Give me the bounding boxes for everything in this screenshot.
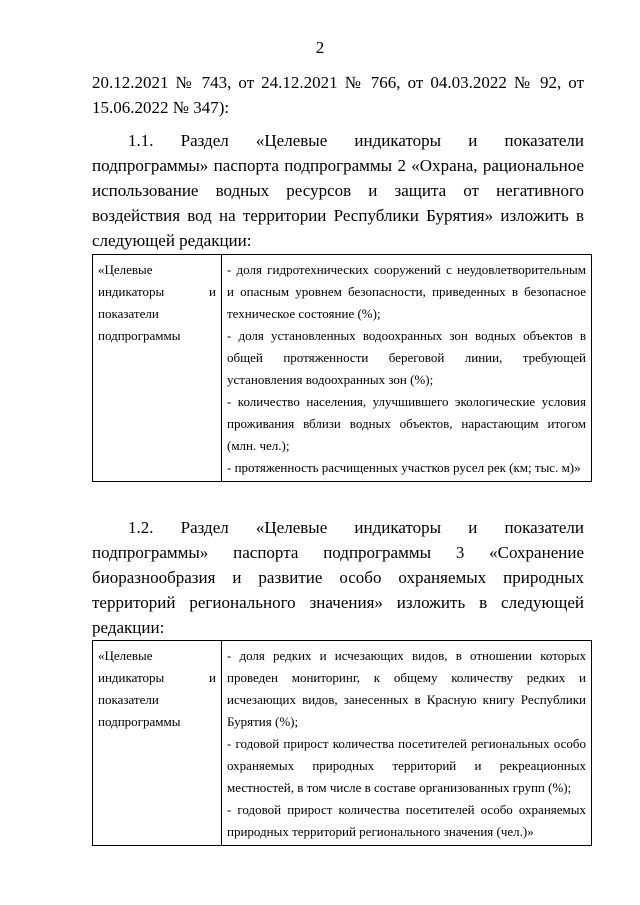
table-2-item: - годовой прирост количества посетителей особо охраняемых природных территорий регионального значения (чел.)» (227, 802, 586, 839)
table-1-item: - количество населения, улучшившего экологические условия проживания вблизи водных объектов, нарастающим итогом (млн. чел.); (227, 394, 586, 453)
table-row (93, 641, 592, 846)
table-1-label-cell: «Целевые индикаторы и показатели подпрограммы (93, 255, 222, 482)
section-1-2-paragraph: 1.2. Раздел «Целевые индикаторы и показатели подпрограммы» паспорта подпрограммы 3 «Сохранение биоразнообразия и развитие особо охраняемых природных территорий регионального значения» изложить в следующей редакции: (92, 518, 584, 637)
table-2-label-cell: «Целевые индикаторы и показатели подпрограммы (93, 641, 222, 846)
table-2-items-cell (222, 641, 592, 846)
table-1-items-cell (222, 255, 592, 482)
section-1-1-paragraph: 1.1. Раздел «Целевые индикаторы и показатели подпрограммы» паспорта подпрограммы 2 «Охрана, рациональное использование водных ресурсов и защита от негативного воздействия вод на территории Республики Бурятия» изложить в следующей редакции: (92, 131, 584, 250)
intro-paragraph: 20.12.2021 № 743, от 24.12.2021 № 766, от 04.03.2022 № 92, от 15.06.2022 № 347): (92, 73, 584, 117)
page-number: 2 (315, 38, 325, 57)
table-1-item: - доля гидротехнических сооружений с неудовлетворительным и опасным уровнем безопасности, приведенных в безопасное техническое состояние (%); (227, 262, 586, 321)
table-1-item: - протяженность расчищенных участков русел рек (км; тыс. м)» (227, 460, 581, 475)
table-row (93, 255, 592, 482)
table-1-item: - доля установленных водоохранных зон водных объектов в общей протяженности береговой линии, требующей установления водоохранных зон (%); (227, 328, 586, 387)
indicators-table-1 (92, 254, 592, 482)
table-2-item: - годовой прирост количества посетителей региональных особо охраняемых природных территорий и рекреационных местностей, в том числе в составе организованных групп (%); (227, 736, 586, 795)
indicators-table-2 (92, 640, 592, 846)
table-2-item: - доля редких и исчезающих видов, в отношении которых проведен мониторинг, к общему количеству редких и исчезающих видов, занесенных в Красную книгу Республики Бурятия (%); (227, 648, 586, 729)
